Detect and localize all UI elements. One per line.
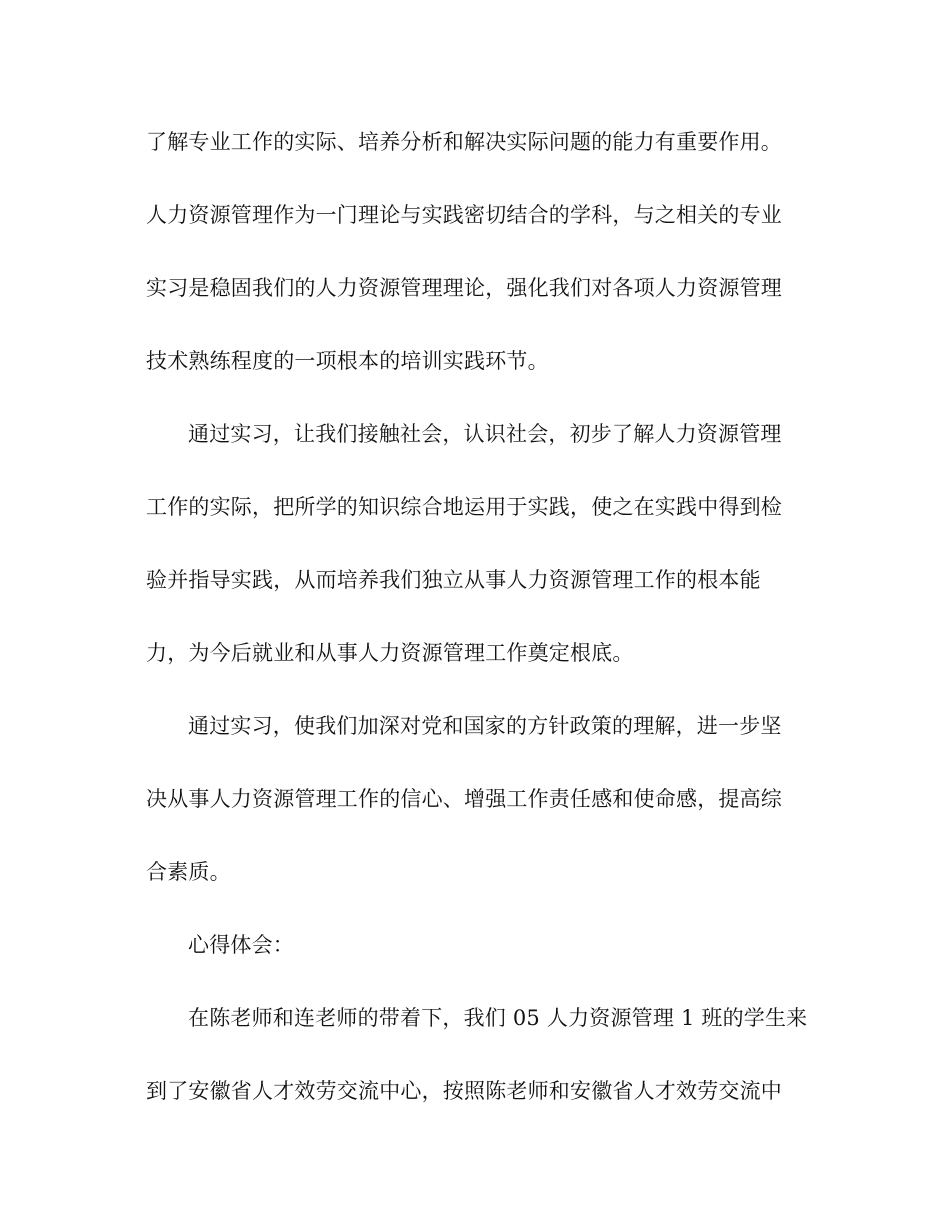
paragraph-line: 验并指导实践，从而培养我们独立从事人力资源管理工作的根本能 bbox=[146, 568, 761, 592]
paragraph-line: 在陈老师和连老师的带着下，我们 05 人力资源管理 1 班的学生来 bbox=[188, 1006, 808, 1030]
paragraph-line: 到了安徽省人才效劳交流中心，按照陈老师和安徽省人才效劳交流中 bbox=[146, 1079, 782, 1103]
paragraph-line: 工作的实际，把所学的知识综合地运用于实践，使之在实践中得到检 bbox=[146, 495, 782, 519]
paragraph-line: 了解专业工作的实际、培养分析和解决实际问题的能力有重要作用。 bbox=[146, 130, 782, 154]
paragraph-line: 力，为今后就业和从事人力资源管理工作奠定根底。 bbox=[146, 641, 634, 665]
paragraph-line: 实习是稳固我们的人力资源管理理论，强化我们对各项人力资源管理 bbox=[146, 276, 782, 300]
section-heading: 心得体会： bbox=[188, 933, 294, 957]
paragraph-line: 合素质。 bbox=[146, 860, 231, 884]
paragraph-line: 通过实习，让我们接触社会，认识社会，初步了解人力资源管理 bbox=[188, 422, 782, 446]
paragraph-line: 决从事人力资源管理工作的信心、增强工作责任感和使命感，提高综 bbox=[146, 787, 782, 811]
paragraph-line: 人力资源管理作为一门理论与实践密切结合的学科，与之相关的专业 bbox=[146, 203, 782, 227]
paragraph-line: 通过实习，使我们加深对党和国家的方针政策的理解，进一步坚 bbox=[188, 714, 782, 738]
paragraph-line: 技术熟练程度的一项根本的培训实践环节。 bbox=[146, 349, 549, 373]
